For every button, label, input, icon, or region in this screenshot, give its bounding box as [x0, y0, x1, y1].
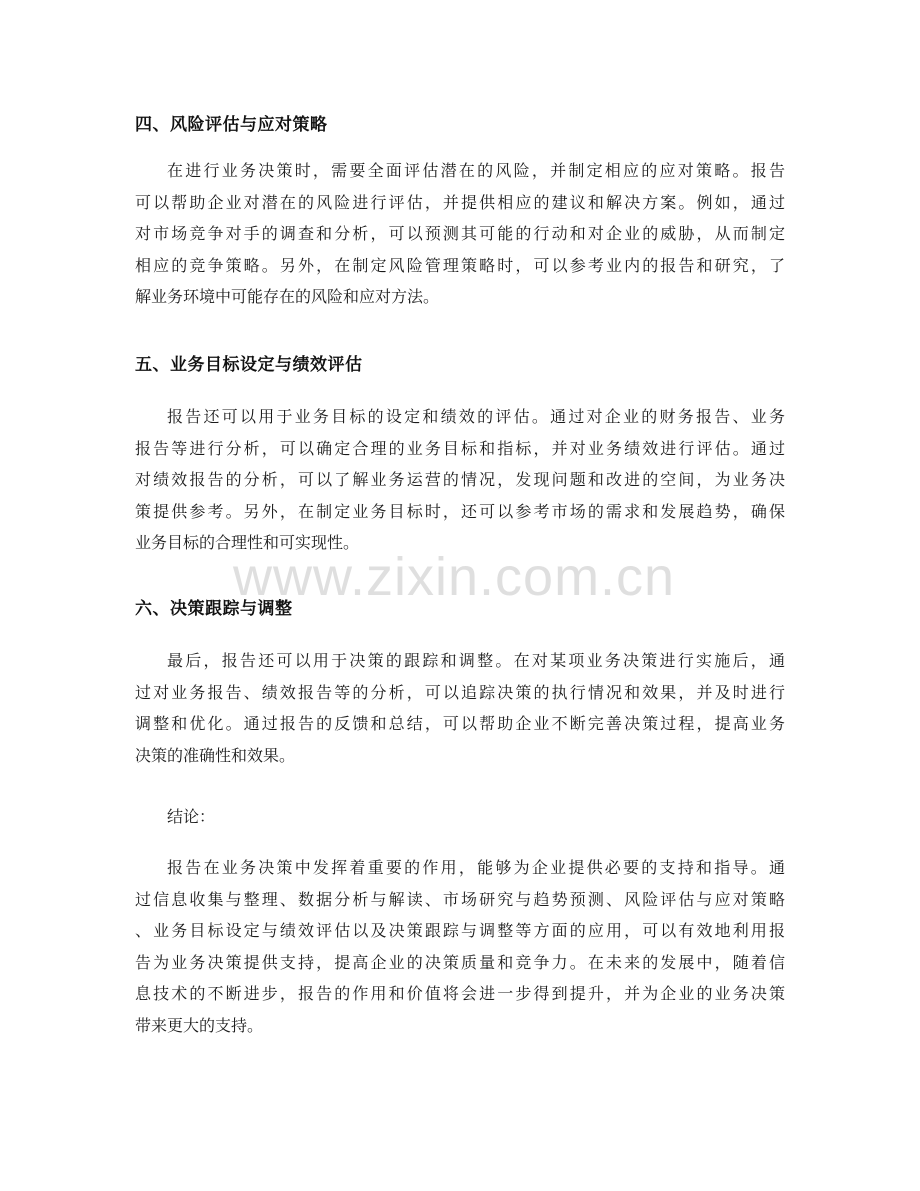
paragraph-line: 最后，报告还可以用于决策的跟踪和调整。在对某项业务决策进行实施后，通: [167, 651, 785, 670]
paragraph-line: 报告在业务决策中发挥着重要的作用，能够为企业提供必要的支持和指导。通: [167, 858, 785, 877]
section-heading: 五、业务目标设定与绩效评估: [135, 355, 363, 375]
paragraph-line: 、业务目标设定与绩效评估以及决策跟踪与调整等方面的应用，可以有效地利用报: [135, 921, 785, 940]
paragraph: [135, 155, 785, 313]
paragraph-line: 相应的竞争策略。另外，在制定风险管理策略时，可以参考业内的报告和研究，了: [135, 255, 785, 275]
paragraph-line: 在进行业务决策时，需要全面评估潜在的风险，并制定相应的应对策略。报告: [167, 161, 785, 180]
paragraph-line: 对市场竞争对手的调查和分析，可以预测其可能的行动和对企业的威胁，从而制定: [135, 224, 785, 243]
paragraph-line: 息技术的不断进步，报告的作用和价值将会进一步得到提升，并为企业的业务决策: [135, 984, 785, 1003]
section-heading: 四、风险评估与应对策略: [135, 115, 328, 135]
paragraph-line: 可以帮助企业对潜在的风险进行评估，并提供相应的建议和解决方案。例如，通过: [135, 192, 785, 212]
paragraph-line: 策提供参考。另外，在制定业务目标时，还可以参考市场的需求和发展趋势，确保: [135, 501, 785, 521]
watermark: www.zixin.com.cn: [233, 547, 676, 607]
paragraph-line: 调整和优化。通过报告的反馈和总结，可以帮助企业不断完善决策过程，提高业务: [135, 714, 785, 733]
section-heading: 六、决策跟踪与调整: [135, 599, 293, 619]
paragraph-line: 带来更大的支持。: [135, 1015, 264, 1035]
paragraph-line: 报告等进行分析，可以确定合理的业务目标和指标，并对业务绩效进行评估。通过: [135, 438, 785, 458]
paragraph-line: 过对业务报告、绩效报告等的分析，可以追踪决策的执行情况和效果，并及时进行: [135, 682, 785, 702]
paragraph: [135, 401, 785, 559]
paragraph: [135, 645, 785, 771]
paragraph-line: 对绩效报告的分析，可以了解业务运营的情况，发现问题和改进的空间，为业务决: [135, 470, 785, 489]
conclusion-paragraph: [135, 852, 785, 1041]
paragraph-line: 告为业务决策提供支持，提高企业的决策质量和竞争力。在未来的发展中，随着信: [135, 952, 785, 972]
paragraph-line: 报告还可以用于业务目标的设定和绩效的评估。通过对企业的财务报告、业务: [167, 407, 785, 426]
paragraph-line: 过信息收集与整理、数据分析与解读、市场研究与趋势预测、风险评估与应对策略: [135, 889, 785, 909]
paragraph-line: 决策的准确性和效果。: [135, 745, 296, 765]
paragraph-line: 业务目标的合理性和可实现性。: [135, 533, 360, 552]
conclusion-label: 结论：: [167, 807, 216, 826]
paragraph-line: 解业务环境中可能存在的风险和应对方法。: [135, 287, 440, 306]
